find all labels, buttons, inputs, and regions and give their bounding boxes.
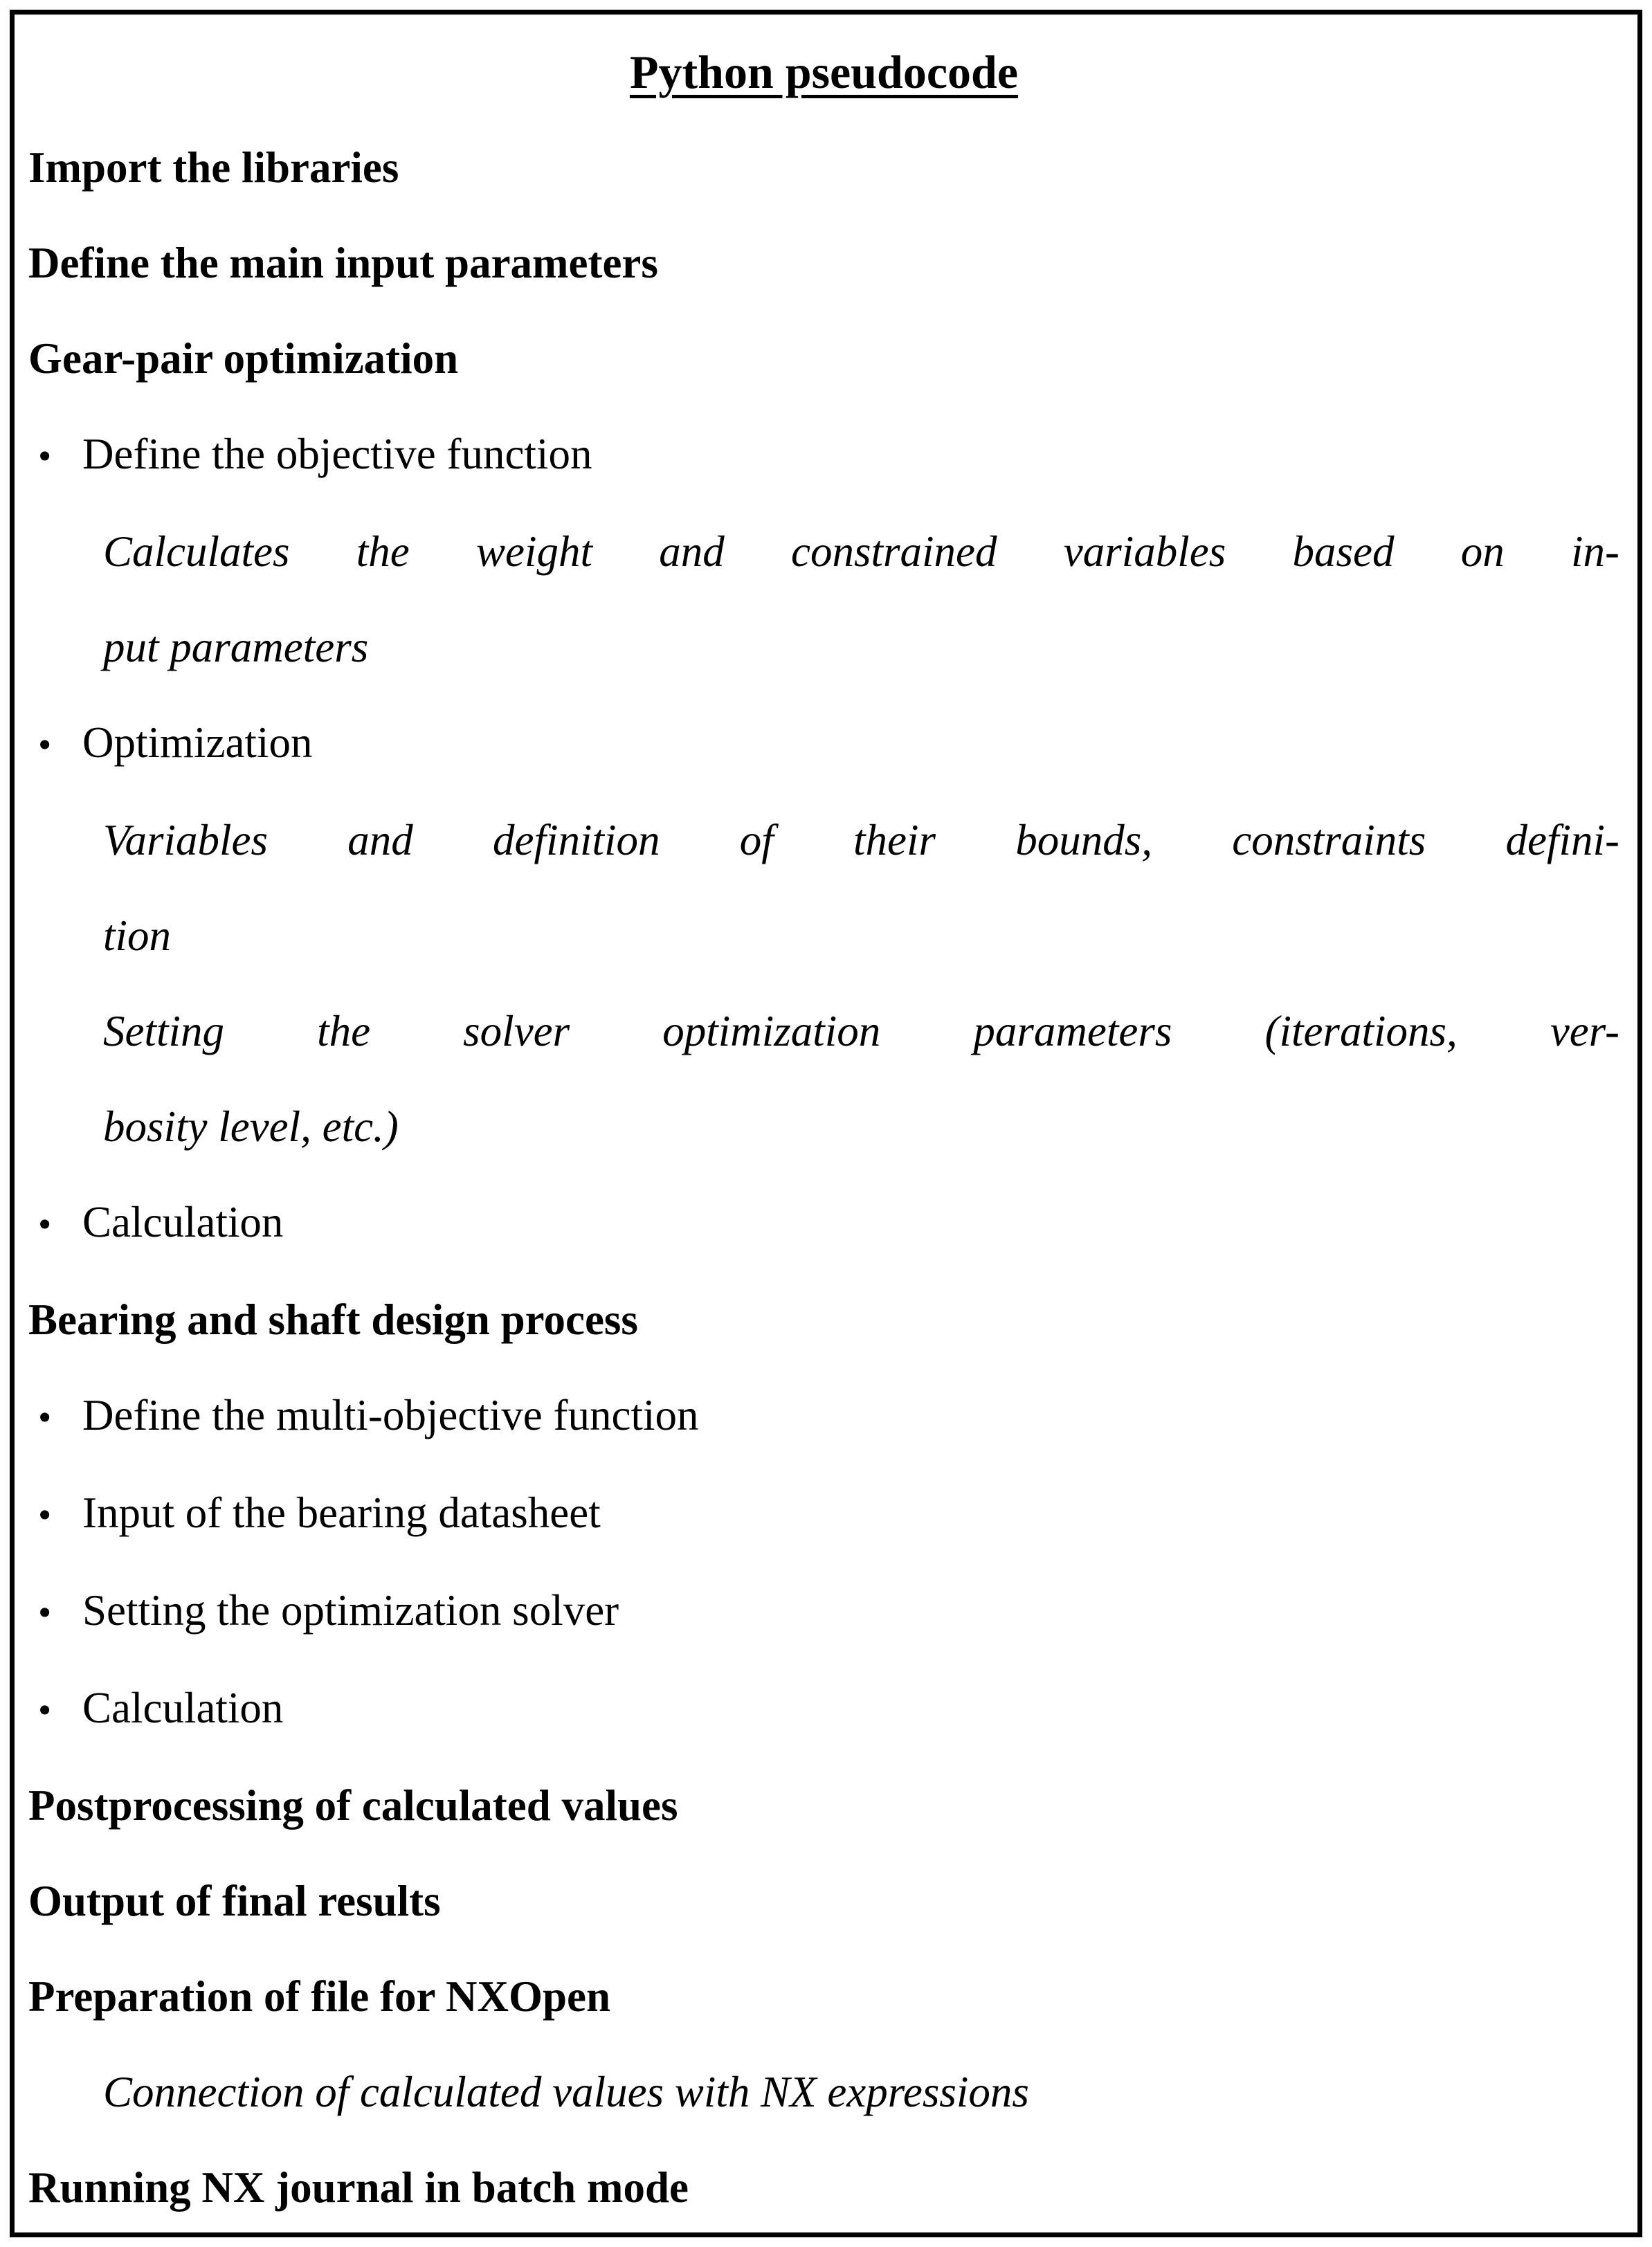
bullet-icon: • bbox=[38, 1203, 52, 1245]
pseudocode-bullet-item bbox=[28, 1563, 1619, 1660]
pseudocode-heading: Running NX journal in batch mode bbox=[28, 2163, 689, 2212]
bullet-item-label: Define the objective function bbox=[82, 430, 592, 478]
figure-title: Python pseudocode bbox=[629, 46, 1019, 98]
note-line: put parameters bbox=[103, 623, 369, 671]
bullet-icon: • bbox=[38, 1689, 52, 1731]
bullet-item-label: Setting the optimization solver bbox=[82, 1586, 619, 1635]
pseudocode-bullet-item bbox=[28, 406, 1619, 504]
bullet-icon: • bbox=[38, 723, 52, 765]
pseudocode-note bbox=[28, 792, 1619, 983]
pseudocode-heading: Postprocessing of calculated values bbox=[28, 1781, 678, 1830]
pseudocode-note bbox=[28, 504, 1619, 695]
pseudocode-figure bbox=[10, 10, 1642, 2237]
note-line: Connection of calculated values with NX expressions bbox=[103, 2068, 1029, 2116]
note-line: tion bbox=[103, 911, 172, 960]
pseudocode-bullet-item bbox=[28, 1465, 1619, 1563]
pseudocode-bullet-item bbox=[28, 1174, 1619, 1272]
pseudocode-heading: Preparation of file for NXOpen bbox=[28, 1972, 611, 2021]
pseudocode-body bbox=[28, 120, 1619, 2235]
bullet-icon: • bbox=[38, 435, 52, 477]
pseudocode-heading: Bearing and shaft design process bbox=[28, 1295, 638, 1344]
bullet-icon: • bbox=[38, 1396, 52, 1438]
pseudocode-note bbox=[28, 2044, 1619, 2140]
pseudocode-heading: Gear-pair optimization bbox=[28, 334, 459, 383]
bullet-item-label: Optimization bbox=[82, 718, 313, 767]
bullet-icon: • bbox=[38, 1591, 52, 1633]
pseudocode-heading: Import the libraries bbox=[28, 143, 399, 192]
pseudocode-note bbox=[28, 983, 1619, 1174]
pseudocode-bullet-item bbox=[28, 1367, 1619, 1465]
pseudocode-bullet-item bbox=[28, 1660, 1619, 1758]
pseudocode-heading: Define the main input parameters bbox=[28, 239, 658, 287]
bullet-item-label: Calculation bbox=[82, 1198, 284, 1246]
pseudocode-bullet-item bbox=[28, 695, 1619, 792]
bullet-item-label: Calculation bbox=[82, 1684, 284, 1732]
note-line: Setting the solver optimization parameters (iterations, ver- bbox=[103, 1007, 1619, 1055]
bullet-item-label: Define the multi-objective function bbox=[82, 1391, 699, 1439]
note-line: Calculates the weight and constrained variables based on in- bbox=[103, 527, 1619, 576]
bullet-item-label: Input of the bearing datasheet bbox=[82, 1489, 601, 1537]
note-line: Variables and definition of their bounds, constraints defini- bbox=[103, 816, 1619, 864]
pseudocode-heading: Output of final results bbox=[28, 1877, 441, 1925]
note-line: bosity level, etc.) bbox=[103, 1102, 399, 1151]
bullet-icon: • bbox=[38, 1493, 52, 1536]
